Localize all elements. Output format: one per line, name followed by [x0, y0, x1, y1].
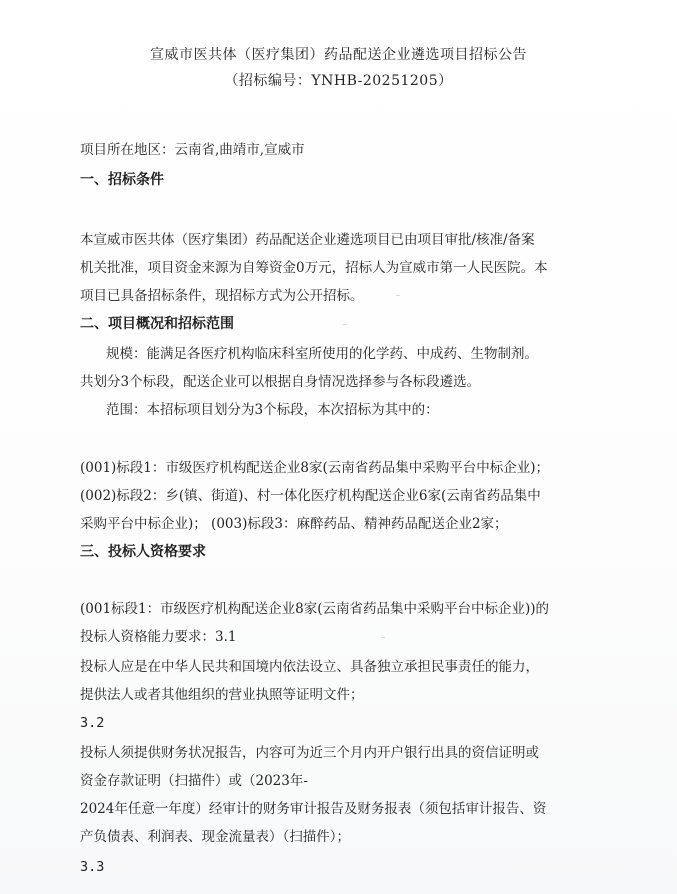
paragraph-line: 投标人须提供财务状况报告，内容可为近三个月内开户银行出具的资信证明或 [80, 745, 539, 761]
paragraph-line: 产负债表、利润表、现金流量表）（扫描件）； [80, 829, 350, 845]
paragraph-line: 投标人资格能力要求：3.1 [80, 629, 237, 645]
clause-number: 3.2 [80, 715, 105, 731]
paragraph-line: 共划分3个标段，配送企业可以根据自身情况选择参与各标段遴选。 [80, 374, 481, 390]
scan-speck [381, 637, 385, 638]
paragraph-line: 投标人应是在中华人民共和国境内依法设立、具备独立承担民事责任的能力， [80, 659, 539, 675]
paragraph-line: (001标段1：市级医疗机构配送企业8家(云南省药品集中采购平台中标企业))的 [80, 601, 550, 617]
lot-line: 采购平台中标企业)； (003)标段3：麻醉药品、精神药品配送企业2家； [80, 516, 508, 532]
tender-number: （招标编号：YNHB-20251205） [224, 73, 453, 89]
document-title: 宣威市医共体（医疗集团）药品配送企业遴选项目招标公告 [150, 47, 527, 63]
lot-line: (001)标段1：市级医疗机构配送企业8家(云南省药品集中采购平台中标企业)； [80, 460, 550, 476]
section-heading-tender-conditions: 一、招标条件 [80, 172, 164, 188]
paragraph-line: 提供法人或者其他组织的营业执照等证明文件； [80, 687, 364, 703]
paragraph-line: 资金存款证明（扫描件）或（2023年- [80, 773, 308, 789]
clause-number: 3.3 [80, 859, 105, 875]
paragraph-line: 规模：能满足各医疗机构临床科室所使用的化学药、中成药、生物制剂。 [106, 346, 538, 362]
paragraph-line: 项目已具备招标条件，现招标方式为公开招标。 [80, 288, 364, 304]
project-location: 项目所在地区：云南省,曲靖市,宣威市 [80, 142, 305, 158]
paragraph-line: 机关批准，项目资金来源为自筹资金0万元，招标人为宣威市第一人民医院。本 [80, 260, 548, 276]
paragraph-line: 2024年任意一年度）经审计的财务审计报告及财务报表（须包括审计报告、资 [80, 801, 547, 817]
section-heading-project-overview: 二、项目概况和招标范围 [80, 316, 234, 332]
scan-speck [343, 324, 347, 325]
section-heading-bidder-qualifications: 三、投标人资格要求 [80, 544, 206, 560]
paragraph-line: 本宣威市医共体（医疗集团）药品配送企业遴选项目已由项目审批/核准/备案 [80, 232, 535, 248]
paragraph-line: 范围：本招标项目划分为3个标段，本次招标为其中的： [106, 402, 439, 418]
lot-line: (002)标段2：乡(镇、街道)、村一体化医疗机构配送企业6家(云南省药品集中 [80, 488, 541, 504]
scan-speck [396, 295, 400, 296]
